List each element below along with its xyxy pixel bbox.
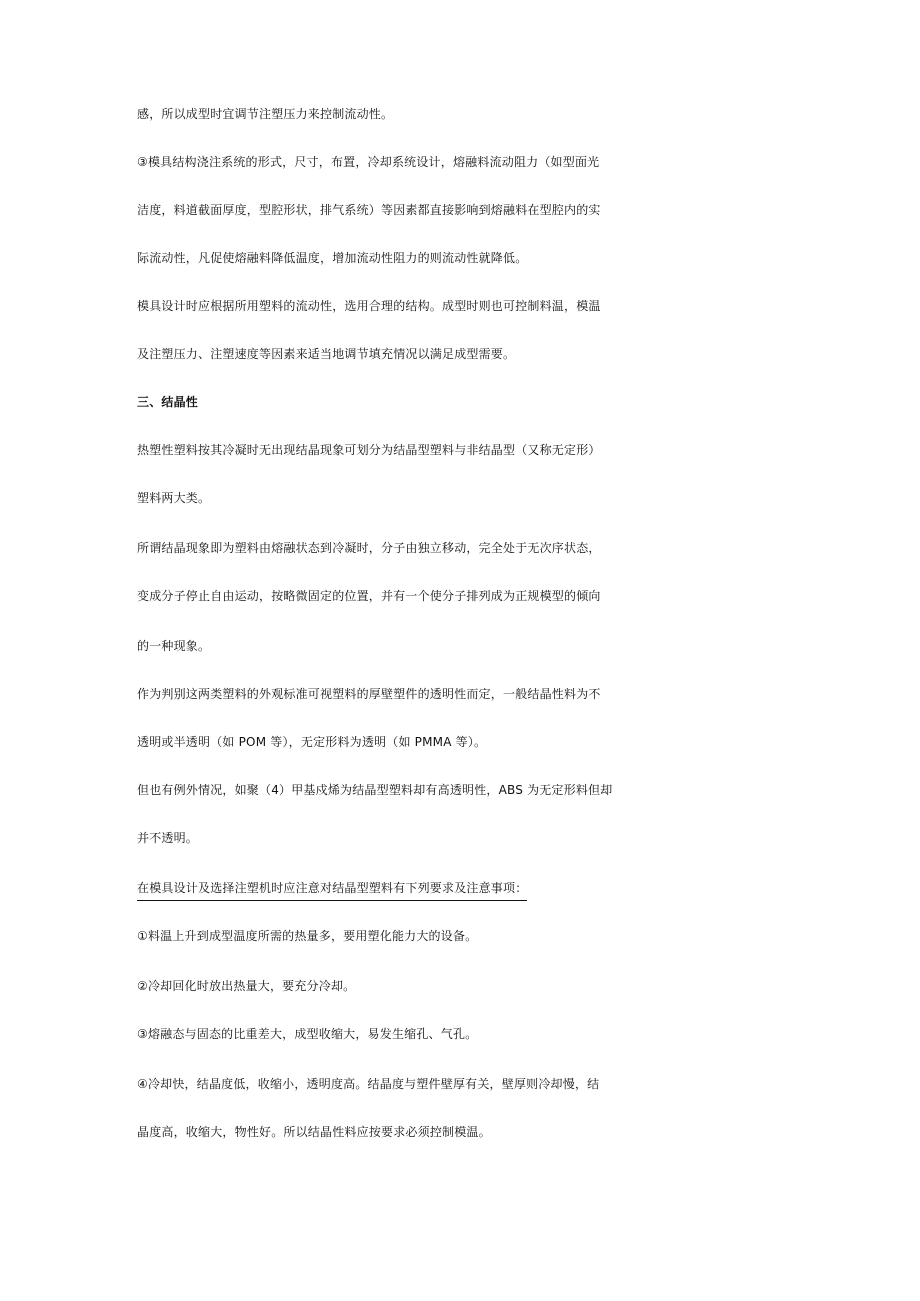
list-item: ①料温上升到成型温度所需的热量多，要用塑化能力大的设备。: [137, 929, 478, 943]
text-line: 及注塑压力、注塑速度等因素来适当地调节填充情况以满足成型需要。: [137, 347, 516, 361]
text-line: 塑料两大类。: [137, 491, 211, 505]
text-line: 所谓结晶现象即为塑料由熔融状态到冷凝时，分子由独立移动，完全处于无次序状态，: [137, 541, 601, 555]
section-heading: 三、结晶性: [137, 395, 199, 409]
text-line: 变成分子停止自由运动，按略微固定的位置，并有一个使分子排列成为正规模型的倾向: [137, 589, 601, 603]
text-line: 作为判别这两类塑料的外观标准可视塑料的厚壁塑件的透明性而定，一般结晶性料为不: [137, 687, 601, 701]
text-line: ③模具结构浇注系统的形式，尺寸，布置，冷却系统设计，熔融料流动阻力（如型面光: [137, 155, 600, 169]
text-line: 并不透明。: [137, 831, 199, 845]
text-line: 模具设计时应根据所用塑料的流动性，选用合理的结构。成型时则也可控制料温，模温: [137, 299, 601, 313]
text-line: 的一种现象。: [137, 639, 211, 653]
text-line: 际流动性，凡促使熔融料降低温度，增加流动性阻力的则流动性就降低。: [137, 251, 528, 265]
underlined-line: [137, 877, 787, 899]
underlined-text: 在模具设计及选择注塑机时应注意对结晶型塑料有下列要求及注意事项：: [137, 877, 527, 901]
text-line: 但也有例外情况，如聚（4）甲基戍烯为结晶型塑料却有高透明性，ABS 为无定形料但却: [137, 783, 613, 797]
list-item: ③熔融态与固态的比重差大，成型收缩大，易发生缩孔、气孔。: [137, 1027, 478, 1041]
text-line: 透明或半透明（如 POM 等），无定形料为透明（如 PMMA 等）。: [137, 735, 487, 749]
text-line: 晶度高，收缩大，物性好。所以结晶性料应按要求必须控制模温。: [137, 1125, 491, 1139]
list-item: ②冷却回化时放出热量大，要充分冷却。: [137, 979, 356, 993]
text-line: 洁度，料道截面厚度，型腔形状，排气系统）等因素都直接影响到熔融料在型腔内的实: [137, 203, 601, 217]
text-line: 感，所以成型时宜调节注塑压力来控制流动性。: [137, 107, 394, 121]
text-line: 热塑性塑料按其冷凝时无出现结晶现象可划分为结晶型塑料与非结晶型（又称无定形）: [137, 443, 601, 457]
list-item: ④冷却快，结晶度低，收缩小，透明度高。结晶度与塑件壁厚有关，壁厚则冷却慢，结: [137, 1077, 600, 1091]
